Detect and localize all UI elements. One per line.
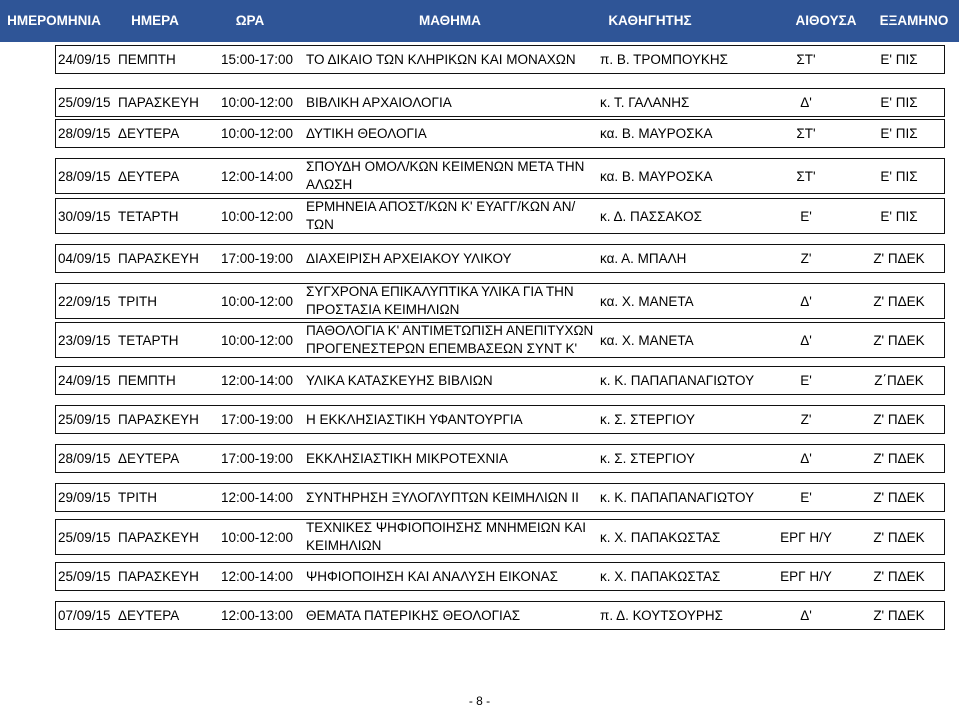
row-time: 12:00-14:00 xyxy=(221,490,294,505)
table-header xyxy=(0,0,959,42)
row-exam: Ζ' ΠΔΕΚ xyxy=(873,529,925,545)
row-exam: Ζ' ΠΔΕΚ xyxy=(873,451,925,466)
row-teacher: κ. Χ. ΠΑΠΑΚΩΣΤΑΣ xyxy=(600,569,721,584)
row-day: ΔΕΥΤΕΡΑ xyxy=(118,168,180,184)
row-teacher: κα. Β. ΜΑΥΡΟΣΚΑ xyxy=(600,168,713,184)
row-day: ΠΕΜΠΤΗ xyxy=(118,373,176,388)
row-exam: Ζ' ΠΔΕΚ xyxy=(873,608,925,623)
row-course: ΤΕΧΝΙΚΕΣ ΨΗΦΙΟΠΟΙΗΣΗΣ ΜΝΗΜΕΙΩΝ ΚΑΙ ΚΕΙΜΗΛΙΩΝ xyxy=(306,520,586,553)
header-day: ΗΜΕΡΑ xyxy=(131,13,179,28)
row-teacher: κ. Κ. ΠΑΠΑΠΑΝΑΓΙΩΤΟΥ xyxy=(600,373,755,388)
row-teacher: κα. Α. ΜΠΑΛΗ xyxy=(600,251,687,266)
row-room: Δ' xyxy=(800,451,812,466)
row-date: 25/09/15 xyxy=(58,569,111,584)
header-time: ΩΡΑ xyxy=(235,13,265,28)
row-room: ΕΡΓ Η/Υ xyxy=(780,529,832,545)
row-room: Ζ' xyxy=(800,412,812,427)
row-teacher: κα. Χ. ΜΑΝΕΤΑ xyxy=(600,293,694,309)
row-exam: Ζ' ΠΔΕΚ xyxy=(873,569,925,584)
row-course: ΕΡΜΗΝΕΙΑ ΑΠΟΣΤ/ΚΩΝ Κ' ΕΥΑΓΓ/ΚΩΝ ΑΝ/ΤΩΝ xyxy=(306,199,576,232)
row-course: ΔΙΑΧΕΙΡΙΣΗ ΑΡΧΕΙΑΚΟΥ ΥΛΙΚΟΥ xyxy=(306,250,512,266)
header-exam: ΕΞΑΜΗΝΟ xyxy=(879,13,949,28)
row-time: 10:00-12:00 xyxy=(221,95,294,110)
row-exam: Ε' ΠΙΣ xyxy=(880,168,918,184)
row-time: 12:00-14:00 xyxy=(221,373,294,388)
table-row xyxy=(55,158,945,194)
row-time: 10:00-12:00 xyxy=(221,529,294,545)
row-exam: Ε' ΠΙΣ xyxy=(880,52,918,67)
header-teacher: ΚΑΘΗΓΗΤΗΣ xyxy=(608,13,692,28)
row-time: 15:00-17:00 xyxy=(221,52,294,67)
row-exam: Ε' ΠΙΣ xyxy=(880,126,918,141)
header-room: ΑΙΘΟΥΣΑ xyxy=(795,13,857,28)
table-row xyxy=(55,198,945,234)
table-row xyxy=(55,244,945,273)
row-time: 10:00-12:00 xyxy=(221,332,294,348)
row-teacher: π. Β. ΤΡΟΜΠΟΥΚΗΣ xyxy=(600,52,728,67)
row-date: 07/09/15 xyxy=(58,608,111,623)
row-room: ΕΡΓ Η/Υ xyxy=(780,569,832,584)
row-date: 25/09/15 xyxy=(58,412,111,427)
row-course: ΥΛΙΚΑ ΚΑΤΑΣΚΕΥΗΣ ΒΙΒΛΙΩΝ xyxy=(306,372,493,388)
header-date: ΗΜΕΡΟΜΗΝΙΑ xyxy=(7,13,101,28)
row-room: Δ' xyxy=(800,95,812,110)
row-date: 28/09/15 xyxy=(58,126,111,141)
row-course: ΣΥΝΤΗΡΗΣΗ ΞΥΛΟΓΛΥΠΤΩΝ ΚΕΙΜΗΛΙΩΝ ΙΙ xyxy=(306,489,579,505)
row-time: 12:00-13:00 xyxy=(221,608,294,623)
row-date: 24/09/15 xyxy=(58,52,111,67)
table-row xyxy=(55,444,945,473)
row-time: 12:00-14:00 xyxy=(221,168,294,184)
row-room: Δ' xyxy=(800,332,812,348)
row-day: ΔΕΥΤΕΡΑ xyxy=(118,451,180,466)
row-room: ΣΤ' xyxy=(796,168,816,184)
row-room: Ε' xyxy=(800,373,812,388)
row-course: ΠΑΘΟΛΟΓΙΑ Κ' ΑΝΤΙΜΕΤΩΠΙΣΗ ΑΝΕΠΙΤΥΧΩΝ ΠΡΟΓΕΝΕΣΤΕΡΩΝ ΕΠΕΜΒΑΣΕΩΝ ΣΥΝΤ Κ' xyxy=(306,323,594,356)
row-date: 04/09/15 xyxy=(58,251,111,266)
row-exam: Ζ' ΠΔΕΚ xyxy=(873,293,925,309)
row-teacher: κ. Χ. ΠΑΠΑΚΩΣΤΑΣ xyxy=(600,529,721,545)
row-time: 17:00-19:00 xyxy=(221,451,294,466)
table-row xyxy=(55,45,945,74)
row-course: ΒΙΒΛΙΚΗ ΑΡΧΑΙΟΛΟΓΙΑ xyxy=(306,94,452,110)
row-date: 23/09/15 xyxy=(58,332,111,348)
row-teacher: κα. Χ. ΜΑΝΕΤΑ xyxy=(600,332,694,348)
row-exam: Ζ' ΠΔΕΚ xyxy=(873,412,925,427)
row-teacher: κ. Κ. ΠΑΠΑΠΑΝΑΓΙΩΤΟΥ xyxy=(600,490,755,505)
row-day: ΤΕΤΑΡΤΗ xyxy=(118,208,179,224)
row-course: ΨΗΦΙΟΠΟΙΗΣΗ ΚΑΙ ΑΝΑΛΥΣΗ ΕΙΚΟΝΑΣ xyxy=(306,568,558,584)
row-day: ΤΕΤΑΡΤΗ xyxy=(118,332,179,348)
table-row xyxy=(55,119,945,148)
row-time: 10:00-12:00 xyxy=(221,126,294,141)
row-course: ΘΕΜΑΤΑ ΠΑΤΕΡΙΚΗΣ ΘΕΟΛΟΓΙΑΣ xyxy=(306,607,521,623)
table-row xyxy=(55,322,945,358)
row-date: 28/09/15 xyxy=(58,168,111,184)
row-date: 28/09/15 xyxy=(58,451,111,466)
table-row xyxy=(55,483,945,512)
row-teacher: κα. Β. ΜΑΥΡΟΣΚΑ xyxy=(600,126,713,141)
table-row xyxy=(55,601,945,630)
table-row xyxy=(55,519,945,555)
row-date: 22/09/15 xyxy=(58,293,111,309)
row-room: Ε' xyxy=(800,208,812,224)
row-course: Η ΕΚΚΛΗΣΙΑΣΤΙΚΗ ΥΦΑΝΤΟΥΡΓΙΑ xyxy=(306,411,523,427)
table-row xyxy=(55,88,945,117)
row-time: 10:00-12:00 xyxy=(221,208,294,224)
row-exam: Ζ' ΠΔΕΚ xyxy=(873,332,925,348)
row-exam: Ζ' ΠΔΕΚ xyxy=(873,490,925,505)
row-day: ΔΕΥΤΕΡΑ xyxy=(118,608,180,623)
row-date: 24/09/15 xyxy=(58,373,111,388)
table-row xyxy=(55,283,945,319)
row-date: 29/09/15 xyxy=(58,490,111,505)
row-day: ΠΑΡΑΣΚΕΥΗ xyxy=(118,569,199,584)
table-row xyxy=(55,366,945,395)
page-number: - 8 - xyxy=(468,694,491,708)
row-day: ΔΕΥΤΕΡΑ xyxy=(118,126,180,141)
row-course: ΤΟ ΔΙΚΑΙΟ ΤΩΝ ΚΛΗΡΙΚΩΝ ΚΑΙ ΜΟΝΑΧΩΝ xyxy=(306,51,576,67)
row-day: ΠΑΡΑΣΚΕΥΗ xyxy=(118,251,199,266)
row-date: 25/09/15 xyxy=(58,529,111,545)
row-day: ΤΡΙΤΗ xyxy=(118,490,157,505)
row-course: ΣΠΟΥΔΗ ΟΜΟΛ/ΚΩΝ ΚΕΙΜΕΝΩΝ ΜΕΤΑ ΤΗΝ ΑΛΩΣΗ xyxy=(306,159,585,192)
row-teacher: κ. Δ. ΠΑΣΣΑΚΟΣ xyxy=(600,208,702,224)
header-course: ΜΑΘΗΜΑ xyxy=(419,13,481,28)
row-exam: Ε' ΠΙΣ xyxy=(880,208,918,224)
row-exam: Ζ΄ΠΔΕΚ xyxy=(874,373,924,388)
row-course: ΔΥΤΙΚΗ ΘΕΟΛΟΓΙΑ xyxy=(306,125,427,141)
row-time: 10:00-12:00 xyxy=(221,293,294,309)
row-room: ΣΤ' xyxy=(796,126,816,141)
table-row xyxy=(55,405,945,434)
row-course: ΣΥΓΧΡΟΝΑ ΕΠΙΚΑΛΥΠΤΙΚΑ ΥΛΙΚΑ ΓΙΑ ΤΗΝ ΠΡΟΣΤΑΣΙΑ ΚΕΙΜΗΛΙΩΝ xyxy=(306,284,574,317)
row-course: ΕΚΚΛΗΣΙΑΣΤΙΚΗ ΜΙΚΡΟΤΕΧΝΙΑ xyxy=(306,450,508,466)
row-teacher: π. Δ. ΚΟΥΤΣΟΥΡΗΣ xyxy=(600,608,724,623)
row-time: 17:00-19:00 xyxy=(221,412,294,427)
row-day: ΠΑΡΑΣΚΕΥΗ xyxy=(118,529,199,545)
row-exam: Ε' ΠΙΣ xyxy=(880,95,918,110)
row-room: ΣΤ' xyxy=(796,52,816,67)
row-teacher: κ. Σ. ΣΤΕΡΓΙΟΥ xyxy=(600,412,695,427)
row-day: ΠΕΜΠΤΗ xyxy=(118,52,176,67)
row-room: Ζ' xyxy=(800,251,812,266)
row-date: 25/09/15 xyxy=(58,95,111,110)
row-date: 30/09/15 xyxy=(58,208,111,224)
row-time: 12:00-14:00 xyxy=(221,569,294,584)
row-room: Δ' xyxy=(800,293,812,309)
row-day: ΤΡΙΤΗ xyxy=(118,293,157,309)
row-room: Ε' xyxy=(800,490,812,505)
row-room: Δ' xyxy=(800,608,812,623)
row-teacher: κ. Σ. ΣΤΕΡΓΙΟΥ xyxy=(600,451,695,466)
row-exam: Ζ' ΠΔΕΚ xyxy=(873,251,925,266)
row-teacher: κ. Τ. ΓΑΛΑΝΗΣ xyxy=(600,95,690,110)
row-day: ΠΑΡΑΣΚΕΥΗ xyxy=(118,95,199,110)
row-day: ΠΑΡΑΣΚΕΥΗ xyxy=(118,412,199,427)
table-row xyxy=(55,562,945,591)
row-time: 17:00-19:00 xyxy=(221,251,294,266)
